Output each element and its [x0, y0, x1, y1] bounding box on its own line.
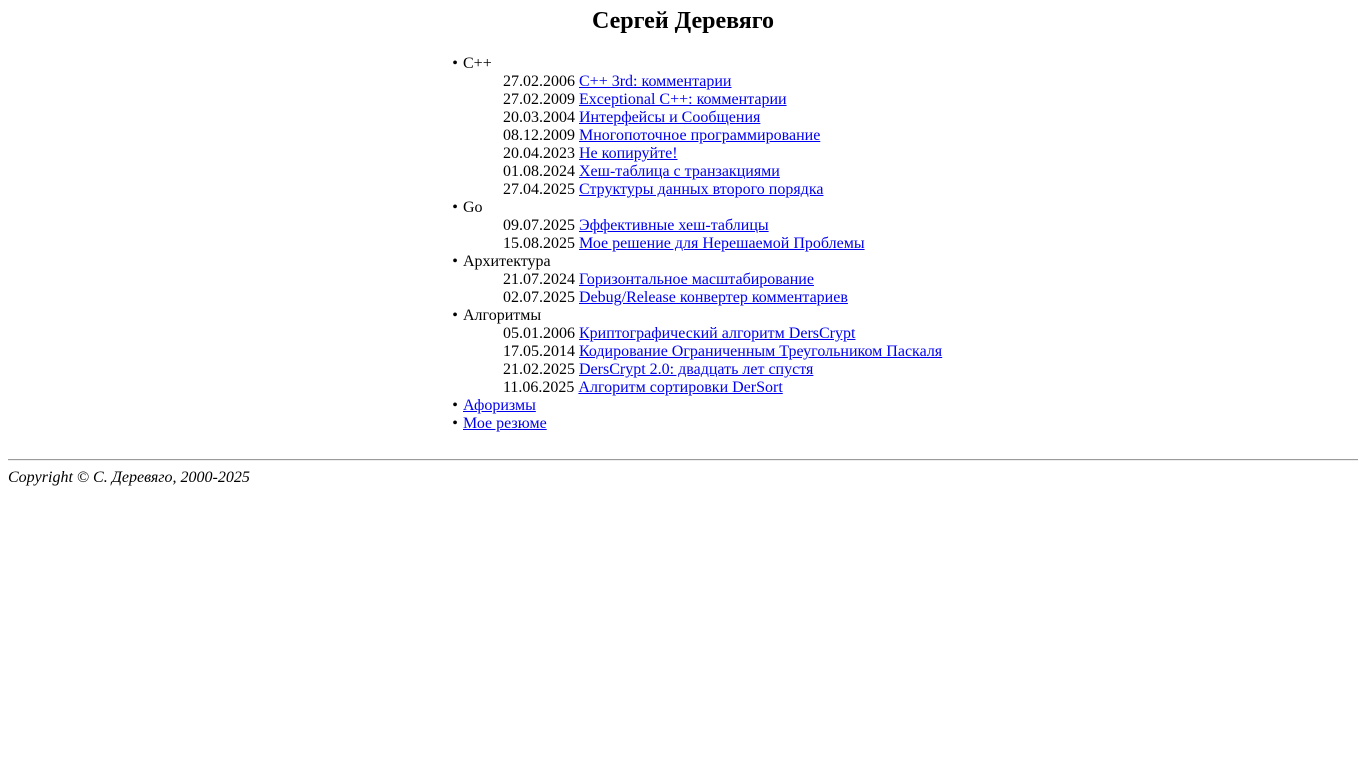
list-item: [503, 325, 1003, 343]
section-label: Архитектура: [463, 253, 551, 270]
bullet-icon: •: [452, 199, 458, 216]
section-label: C++: [463, 55, 492, 72]
entry-date: 01.08.2024: [503, 163, 575, 180]
article-link[interactable]: Алгоритм сортировки DerSort: [578, 379, 783, 396]
article-link[interactable]: Структуры данных второго порядка: [579, 181, 824, 198]
entry-date: 08.12.2009: [503, 127, 575, 144]
bullet-icon: •: [452, 55, 458, 72]
article-link[interactable]: C++ 3rd: комментарии: [579, 73, 732, 90]
section-cpp: [452, 55, 1003, 199]
section-go: [452, 199, 1003, 253]
aphorisms-link[interactable]: Афоризмы: [463, 397, 536, 414]
list-item: [503, 127, 1003, 145]
article-link[interactable]: Криптографический алгоритм DersCrypt: [579, 325, 856, 342]
entry-date: 05.01.2006: [503, 325, 575, 342]
section-algorithms: [452, 307, 1003, 397]
entry-date: 21.07.2024: [503, 271, 575, 288]
content: [452, 55, 1003, 433]
list-item: [503, 289, 1003, 307]
bullet-icon: •: [452, 307, 458, 324]
list-item: [503, 343, 1003, 361]
section-label: Алгоритмы: [463, 307, 542, 324]
article-link[interactable]: Интерфейсы и Сообщения: [579, 109, 761, 126]
section-label: Go: [463, 199, 483, 216]
article-link[interactable]: Эффективные хеш-таблицы: [579, 217, 769, 234]
entry-date: 09.07.2025: [503, 217, 575, 234]
article-link[interactable]: Многопоточное программирование: [579, 127, 821, 144]
entry-date: 21.02.2025: [503, 361, 575, 378]
section-architecture: [452, 253, 1003, 307]
entry-date: 27.04.2025: [503, 181, 575, 198]
bullet-icon: •: [452, 397, 458, 414]
entry-date: 20.04.2023: [503, 145, 575, 162]
entry-list: [463, 325, 1003, 397]
list-item: [503, 91, 1003, 109]
article-link[interactable]: Debug/Release конвертер комментариев: [579, 289, 848, 306]
page-title: Сергей Деревяго: [591, 8, 775, 34]
entry-date: 20.03.2004: [503, 109, 575, 126]
copyright-footer: Copyright © С. Деревяго, 2000-2025: [8, 469, 250, 486]
list-item: [503, 73, 1003, 91]
list-item: [503, 379, 1003, 397]
section-aphorisms: [452, 397, 1003, 415]
article-link[interactable]: Мое решение для Нерешаемой Проблемы: [579, 235, 865, 252]
article-link[interactable]: Кодирование Ограниченным Треугольником Паскаля: [579, 343, 943, 360]
article-link[interactable]: DersCrypt 2.0: двадцать лет спустя: [579, 361, 814, 378]
article-link[interactable]: Exceptional C++: комментарии: [579, 91, 787, 108]
bullet-icon: •: [452, 253, 458, 270]
resume-link[interactable]: Мое резюме: [463, 415, 547, 432]
entry-date: 15.08.2025: [503, 235, 575, 252]
entry-list: [463, 73, 1003, 199]
list-item: [503, 145, 1003, 163]
list-item: [503, 163, 1003, 181]
list-item: [503, 181, 1003, 199]
entry-list: [463, 271, 1003, 307]
list-item: [503, 361, 1003, 379]
entry-date: 17.05.2014: [503, 343, 575, 360]
list-item: [503, 271, 1003, 289]
entry-date: 02.07.2025: [503, 289, 575, 306]
section-resume: [452, 415, 1003, 433]
article-link[interactable]: Горизонтальное масштабирование: [579, 271, 814, 288]
entry-date: 27.02.2006: [503, 73, 575, 90]
list-item: [503, 109, 1003, 127]
divider: [8, 459, 1358, 461]
article-link[interactable]: Не копируйте!: [579, 145, 678, 162]
bullet-icon: •: [452, 415, 458, 432]
list-item: [503, 235, 1003, 253]
section-list: [452, 55, 1003, 433]
entry-list: [463, 217, 1003, 253]
entry-date: 11.06.2025: [503, 379, 575, 396]
entry-date: 27.02.2009: [503, 91, 575, 108]
article-link[interactable]: Хеш-таблица с транзакциями: [579, 163, 780, 180]
list-item: [503, 217, 1003, 235]
